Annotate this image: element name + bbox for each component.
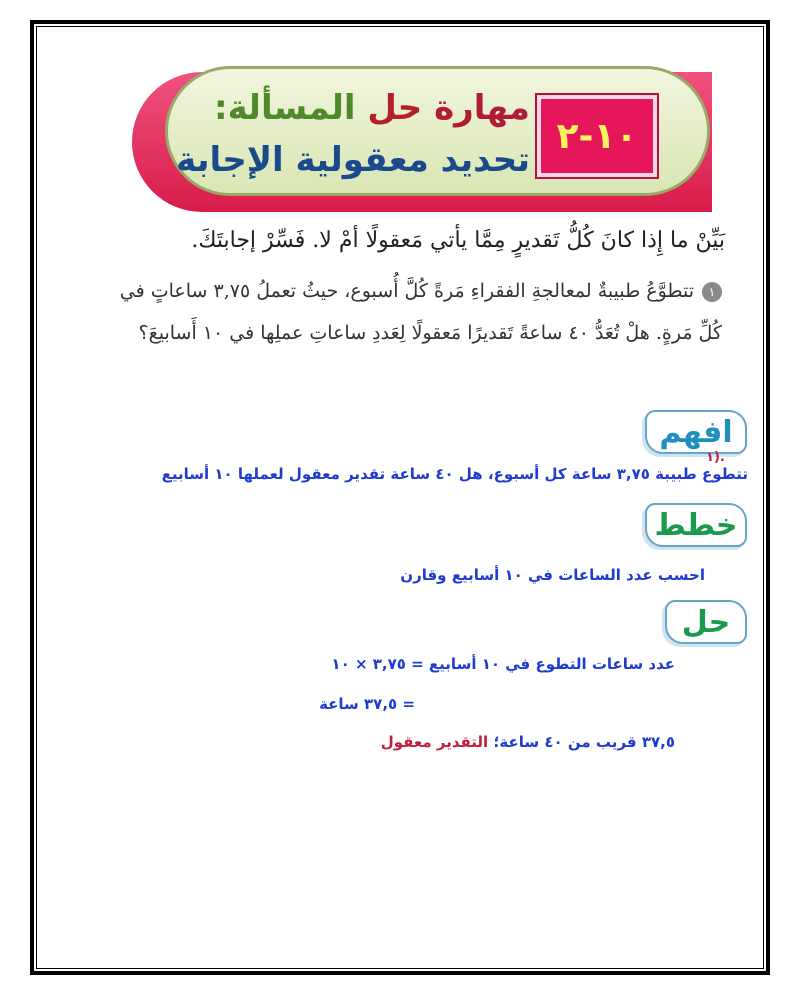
understand-text: تتطوع طبيبة ٣,٧٥ ساعة كل أسبوع، هل ٤٠ ساعة تقدير معقول لعملها ١٠ أسابيع xyxy=(161,465,748,483)
lesson-number-badge: ١٠-٢ xyxy=(537,95,657,177)
question-number-badge: ١ xyxy=(702,282,722,302)
solve-line-2: = ٣٧,٥ ساعة xyxy=(319,695,415,713)
tab-understand: افهم xyxy=(645,410,747,454)
title-word-skill: مهارة xyxy=(434,88,530,128)
question-line-1-text: تتطوَّعُ طبيبةٌ لمعالجةِ الفقراءِ مَرةً كُلَّ أُسبوع، حيثُ تعملُ ٣,٧٥ ساعاتٍ في xyxy=(119,280,694,302)
solve-line-3 xyxy=(381,733,675,751)
title-word-solve: حل xyxy=(367,88,423,128)
lesson-title-line1 xyxy=(214,88,530,128)
solve-line-1: عدد ساعات التطوع في ١٠ أسابيع = ٣,٧٥ × ١٠ xyxy=(331,655,675,673)
solve-conclusion-result: التقدير معقول xyxy=(380,733,489,751)
solve-conclusion-text: ٣٧,٥ قريب من ٤٠ ساعة؛ xyxy=(493,733,675,751)
question-line-2: كُلِّ مَرةٍ. هلْ تُعَدُّ ٤٠ ساعةً تَقديرًا مَعقولًا لِعَددِ ساعاتِ عملِها في ١٠ أَسابيعَ؟ xyxy=(138,322,722,344)
understand-footnote-marker: ١). xyxy=(706,450,725,465)
tab-plan: خطط xyxy=(645,503,747,547)
lesson-title-line2: تحديد معقولية الإجابة xyxy=(176,140,530,180)
title-word-problem: المسألة: xyxy=(213,88,356,128)
instruction-text: بَيِّنْ ما إِذا كانَ كُلُّ تَقديرٍ مِمَّا يأتي مَعقولًا أمْ لا. فَسِّرْ إجابتَكَ. xyxy=(191,228,725,253)
plan-text: احسب عدد الساعات في ١٠ أسابيع وقارن xyxy=(400,566,705,584)
question-line-1 xyxy=(120,280,722,302)
tab-solve: حل xyxy=(665,600,747,644)
